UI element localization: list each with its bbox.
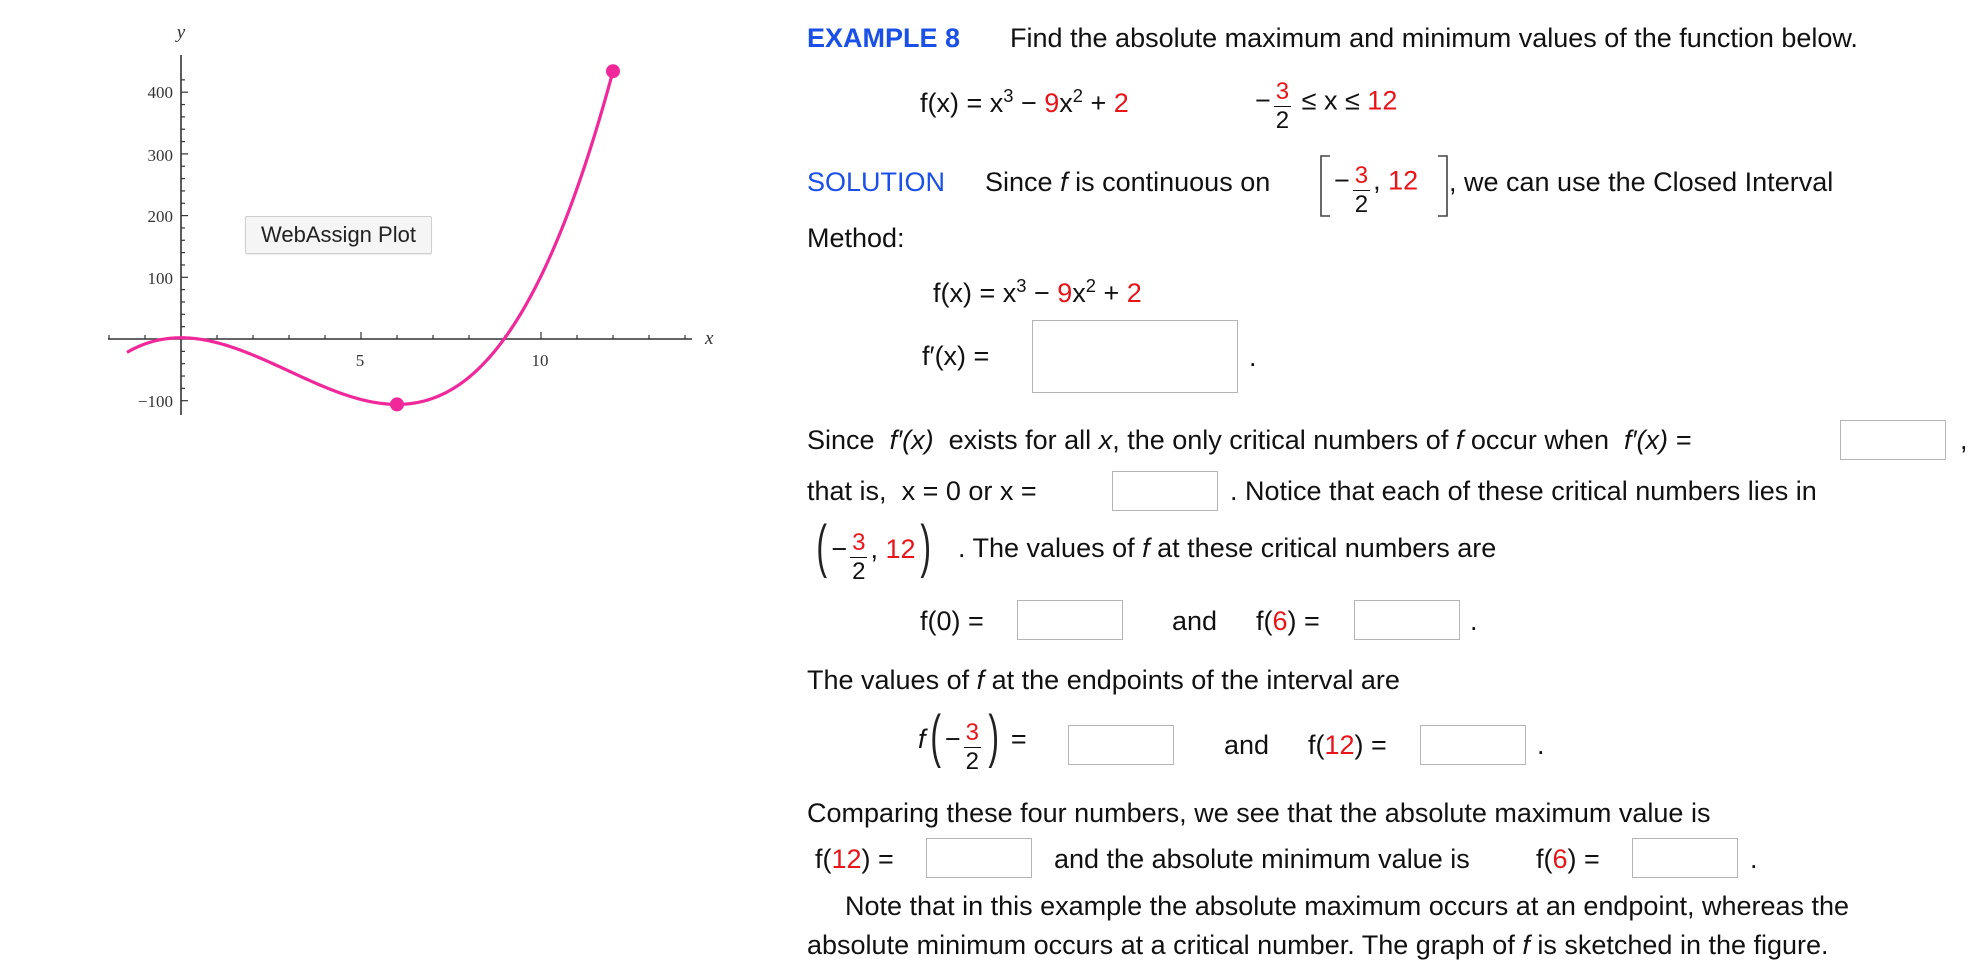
derivative-answer-input[interactable]	[1032, 320, 1238, 393]
critical-text-3: . The values of f at these critical numbers are	[958, 533, 1497, 563]
period-3: .	[1537, 730, 1545, 760]
abs-max-input[interactable]	[926, 838, 1032, 878]
f12-input[interactable]	[1420, 725, 1526, 765]
f6-label: f(6) =	[1256, 606, 1320, 636]
y-tick-label-200: 200	[147, 207, 173, 226]
derivative-label: f′(x) =	[922, 341, 990, 371]
y-tick-label-100: 100	[147, 269, 173, 288]
x-tick-label-10: 10	[531, 351, 549, 370]
f0-label: f(0) =	[920, 606, 984, 636]
x-tick-label-5: 5	[355, 351, 365, 370]
fprime-equals-input[interactable]	[1840, 420, 1946, 460]
y-tick-label-neg100: −100	[137, 392, 173, 411]
comma: ,	[1960, 425, 1968, 455]
critical-text-1: Since f′(x) exists for all x, the only critical numbers of f occur when f′(x) =	[807, 425, 1692, 455]
critical-text-2b: . Notice that each of these critical numbers lies in	[1230, 476, 1817, 506]
solution-text-1: Since f is continuous on	[985, 167, 1271, 197]
f-neg-three-halves-label: f( − $\frac{3}{2}$ ) =	[918, 704, 1027, 775]
solution-method: Method:	[807, 223, 905, 253]
and-label-1: and	[1172, 606, 1218, 636]
solution-text-1b: , we can use the Closed Interval	[1449, 167, 1834, 197]
f6-input[interactable]	[1354, 600, 1460, 640]
y-axis-label: y	[176, 22, 186, 43]
domain-inequality: − $\frac{3}{2}$ ≤ x ≤ 12	[1255, 78, 1398, 134]
f0-input[interactable]	[1017, 600, 1123, 640]
webassign-plot-button[interactable]: WebAssign Plot	[245, 216, 432, 254]
f-neg-three-halves-input[interactable]	[1068, 725, 1174, 765]
function-restated: $f(x) = x^3 - 9x^2 + 2$	[933, 274, 1142, 308]
note-line-1: Note that in this example the absolute maximum occurs at an endpoint, whereas the	[845, 891, 1850, 921]
minimum-point	[390, 397, 404, 411]
and-label-2: and	[1224, 730, 1270, 760]
critical-number-input[interactable]	[1112, 471, 1218, 511]
critical-text-2: that is, x = 0 or x =	[807, 476, 1037, 506]
period: .	[1249, 342, 1257, 372]
maximum-point	[606, 64, 620, 78]
function-definition: $f(x) = x^3 - 9x^2 + 2$	[920, 84, 1129, 118]
solution-label: SOLUTION	[807, 167, 946, 197]
abs-max-label: f(12) =	[815, 844, 894, 874]
left-bracket	[1318, 154, 1332, 218]
abs-min-text: and the absolute minimum value is	[1054, 844, 1470, 874]
y-tick-label-400: 400	[147, 83, 173, 102]
abs-min-label: f(6) =	[1536, 844, 1600, 874]
example-prompt: Find the absolute maximum and minimum values of the function below.	[1010, 23, 1858, 53]
y-tick-label-300: 300	[147, 146, 173, 165]
endpoints-text: The values of f at the endpoints of the interval are	[807, 665, 1400, 695]
comparison-text: Comparing these four numbers, we see that the absolute maximum value is	[807, 798, 1711, 828]
x-axis-label: x	[705, 328, 714, 349]
note-line-2: absolute minimum occurs at a critical number. The graph of f is sketched in the figure.	[807, 930, 1829, 960]
f12-label: f(12) =	[1308, 730, 1387, 760]
interval-closed: − $\frac{3}{2}$ , 12	[1334, 162, 1419, 218]
period-4: .	[1750, 844, 1758, 874]
abs-min-input[interactable]	[1632, 838, 1738, 878]
period-2: .	[1470, 606, 1478, 636]
open-interval: ( − $\frac{3}{2}$ , 12)	[816, 514, 931, 585]
example-heading: EXAMPLE 8	[807, 23, 961, 53]
right-bracket	[1436, 154, 1450, 218]
